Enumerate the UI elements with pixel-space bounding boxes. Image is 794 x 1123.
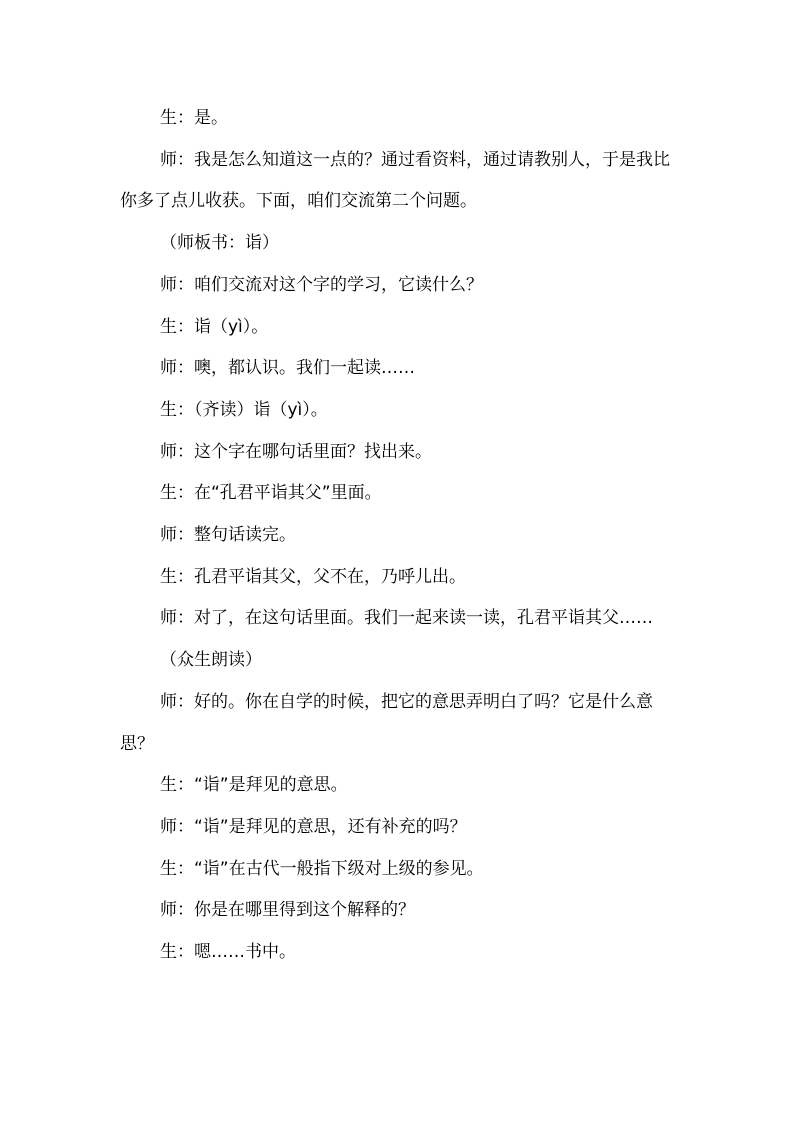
paragraph-10: 师：整句话读完。 xyxy=(160,525,296,546)
paragraph-11: 生：孔君平诣其父，父不在，乃呼儿出。 xyxy=(160,566,466,587)
paragraph-15: 生：“诣”是拜见的意思。 xyxy=(160,775,348,796)
paragraph-3: （师板书：诣） xyxy=(160,233,279,254)
paragraph-5: 生：诣（yì）。 xyxy=(160,316,269,337)
paragraph-14: 师：好的。你在自学的时候，把它的意思弄明白了吗？它是什么意思？ xyxy=(120,691,653,754)
paragraph-6: 师：噢，都认识。我们一起读…… xyxy=(160,358,415,379)
paragraph-9: 生：在“孔君平诣其父”里面。 xyxy=(160,483,382,504)
paragraph-2: 师：我是怎么知道这一点的？通过看资料，通过请教别人，于是我比你多了点儿收获。下面，咱们交流第二个问题。 xyxy=(120,149,670,212)
paragraph-19: 生：嗯……书中。 xyxy=(160,942,296,963)
paragraph-7: 生：（齐读）诣（yì）。 xyxy=(160,399,328,420)
document-body xyxy=(120,98,680,974)
paragraph-8: 师：这个字在哪句话里面？找出来。 xyxy=(160,441,432,462)
paragraph-13: （众生朗读） xyxy=(160,650,262,671)
paragraph-18: 师：你是在哪里得到这个解释的？ xyxy=(160,900,415,921)
paragraph-4: 师：咱们交流对这个字的学习，它读什么？ xyxy=(160,274,483,295)
paragraph-17: 生：“诣”在古代一般指下级对上级的参见。 xyxy=(160,858,484,879)
paragraph-12: 师：对了，在这句话里面。我们一起来读一读，孔君平诣其父…… xyxy=(160,608,653,629)
paragraph-1: 生：是。 xyxy=(160,108,228,128)
paragraph-16: 师：“诣”是拜见的意思，还有补充的吗？ xyxy=(160,816,467,837)
